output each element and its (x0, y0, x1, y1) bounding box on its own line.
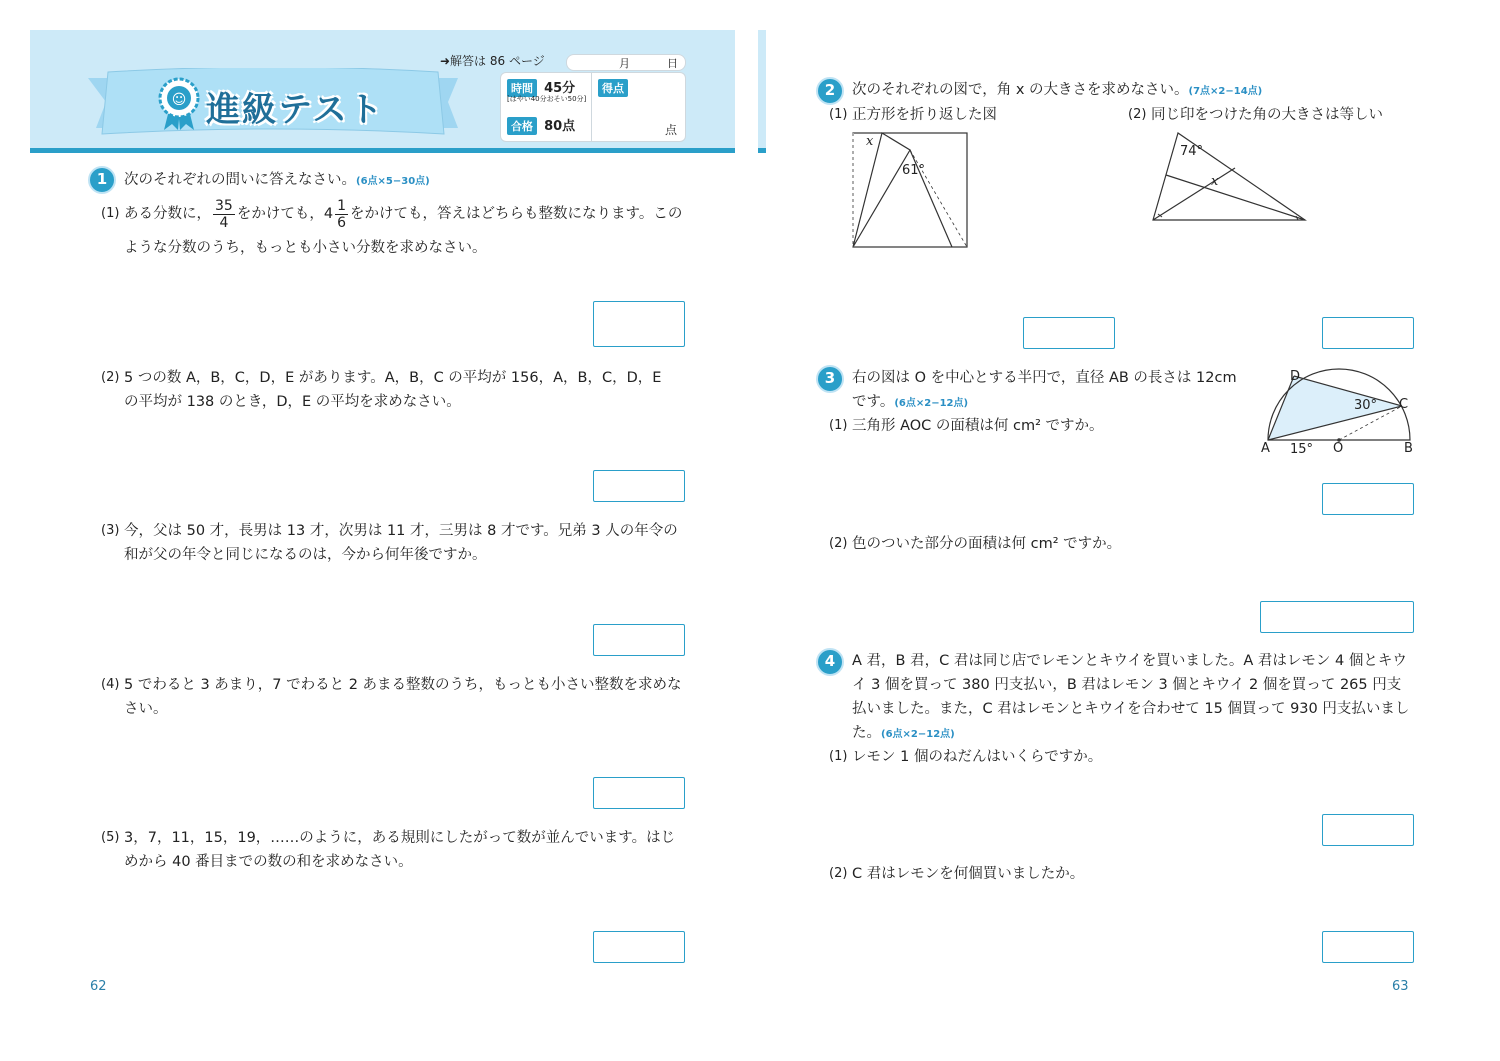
q2-prompt: 次のそれぞれの図で，角 x の大きさを求めなさい。(7点×2−14点) (852, 82, 1263, 98)
answer-box-q2-2[interactable] (1322, 317, 1414, 349)
score-tag: 得点 (598, 79, 628, 97)
time-tag: 時間 (507, 79, 537, 97)
q1-3-line1: 今，父は 50 才，長男は 13 才，次男は 11 才，三男は 8 才です。兄弟 3 人の年令の (124, 523, 678, 539)
q1-1-label: (1) (101, 206, 120, 221)
q4-line1: A 君，B 君，C 君は同じ店でレモンとキウイを買いました。A 君はレモン 4 個とキウ (852, 653, 1407, 669)
triangle-figure (1148, 128, 1310, 226)
info-divider (591, 73, 592, 141)
q1-4-line2: さい。 (124, 701, 168, 717)
q3-1-label: (1) (829, 418, 848, 433)
angle-15-label: 15° (1290, 442, 1314, 457)
q1-5-line2: めから 40 番目までの数の和を求めなさい。 (124, 854, 413, 870)
q4-1-text: レモン 1 個のねだんはいくらですか。 (852, 749, 1103, 765)
q4-line4: た。(6点×2−12点) (852, 725, 955, 741)
q2-2-text: 同じ印をつけた角の大きさは等しい (1151, 107, 1383, 123)
question-4-icon: 4 (816, 648, 844, 676)
q1-2-line2: の平均が 138 のとき，D，E の平均を求めなさい。 (124, 394, 461, 410)
q1-2-label: (2) (101, 370, 120, 385)
answer-box-q1-5[interactable] (593, 931, 685, 963)
pass-row (507, 115, 575, 135)
spine-band (758, 30, 766, 150)
angle-30-label: 30° (1354, 398, 1378, 413)
page-title: 進級テスト (206, 90, 385, 130)
semicircle-figure (1262, 368, 1418, 448)
q2-1-text: 正方形を折り返した図 (852, 107, 997, 123)
q1-1-line2: ような分数のうち，もっとも小さい分数を求めなさい。 (124, 240, 487, 256)
time-value: 45分 (544, 81, 576, 96)
q2-1-label: (1) (829, 107, 848, 122)
answer-box-q1-3[interactable] (593, 624, 685, 656)
answer-box-q3-2[interactable] (1260, 601, 1414, 633)
q3-1-text: 三角形 AOC の面積は何 cm² ですか。 (852, 418, 1104, 434)
point-A-label: A (1261, 441, 1270, 456)
answer-box-q3-1[interactable] (1322, 483, 1414, 515)
answer-box-q4-1[interactable] (1322, 814, 1414, 846)
answer-box-q4-2[interactable] (1322, 931, 1414, 963)
answer-box-q1-2[interactable] (593, 470, 685, 502)
medal-icon (156, 76, 202, 132)
question-3-icon: 3 (816, 365, 844, 393)
question-1-icon: 1 (88, 166, 116, 194)
pass-tag: 合格 (507, 117, 537, 135)
q1-4-label: (4) (101, 677, 120, 692)
q1-5-line1: 3，7，11，15，19，……のように，ある規則にしたがって数が並んでいます。はじ (124, 830, 676, 846)
fig2-angle-label: 74° (1180, 144, 1204, 159)
fig1-angle-label: 61° (902, 163, 926, 178)
q1-1-line1: ある分数に， $\frac{35}{4}$ をかけても，4 $\frac{1}{6}$ をかけても，答えはどちらも整数になります。この (124, 197, 683, 231)
point-B-label: B (1404, 441, 1413, 456)
q3-line2: です。(6点×2−12点) (852, 394, 969, 410)
q4-line3: 払いました。また，C 君はレモンとキウイを合わせて 15 個買って 930 円支払いまし (852, 701, 1410, 717)
header-underline (30, 148, 735, 153)
q1-2-line1: 5 つの数 A，B，C，D，E があります。A，B，C の平均が 156，A，B，C，D，E (124, 370, 662, 386)
q1-5-label: (5) (101, 830, 120, 845)
score-info-box (500, 72, 686, 142)
q3-line1: 右の図は O を中心とする半円で，直径 AB の長さは 12cm (852, 370, 1237, 386)
q4-line2: イ 3 個を買って 380 円支払い，B 君はレモン 3 個とキウイ 2 個を買って 265 円支 (852, 677, 1402, 693)
day-label: 日 (667, 57, 678, 70)
svg-text:☺: ☺ (171, 92, 187, 108)
q4-2-label: (2) (829, 866, 848, 881)
q4-1-label: (1) (829, 749, 848, 764)
pass-value: 80点 (544, 119, 576, 134)
q1-3-line2: 和が父の年令と同じになるのは，今から何年後ですか。 (124, 547, 487, 563)
score-tag-wrap (598, 77, 628, 97)
spine-underline (758, 148, 766, 153)
point-D-label: D (1290, 369, 1301, 384)
fraction-1-6: $\frac{1}{6}$ (337, 197, 346, 231)
q1-prompt: 次のそれぞれの問いに答えなさい。(6点×5−30点) (124, 172, 430, 188)
question-2-icon: 2 (816, 77, 844, 105)
answer-box-q1-4[interactable] (593, 777, 685, 809)
answer-box-q1-1[interactable] (593, 301, 685, 347)
q1-3-label: (3) (101, 523, 120, 538)
page-number-left: 62 (90, 979, 107, 994)
page-number-right: 63 (1392, 979, 1409, 994)
month-label: 月 (619, 57, 630, 70)
q4-2-text: C 君はレモンを何個買いましたか。 (852, 866, 1085, 882)
q3-2-label: (2) (829, 536, 848, 551)
q3-2-text: 色のついた部分の面積は何 cm² ですか。 (852, 536, 1122, 552)
q2-2-label: (2) (1128, 107, 1147, 122)
date-field (566, 54, 686, 71)
point-O-label: O (1333, 441, 1344, 456)
answer-box-q2-1[interactable] (1023, 317, 1115, 349)
answer-reference: ➜解答は 86 ページ (440, 54, 545, 68)
q1-4-line1: 5 でわると 3 あまり，7 でわると 2 あまる整数のうち，もっとも小さい整数を求めな (124, 677, 682, 693)
fig2-x-label: x (1211, 174, 1219, 189)
time-note: [はやい40分おそい50分] (507, 95, 587, 103)
score-unit: 点 (665, 123, 678, 137)
fig1-x-label: x (866, 134, 874, 149)
fraction-35-4: $\frac{35}{4}$ (215, 197, 233, 231)
point-C-label: C (1399, 397, 1409, 412)
